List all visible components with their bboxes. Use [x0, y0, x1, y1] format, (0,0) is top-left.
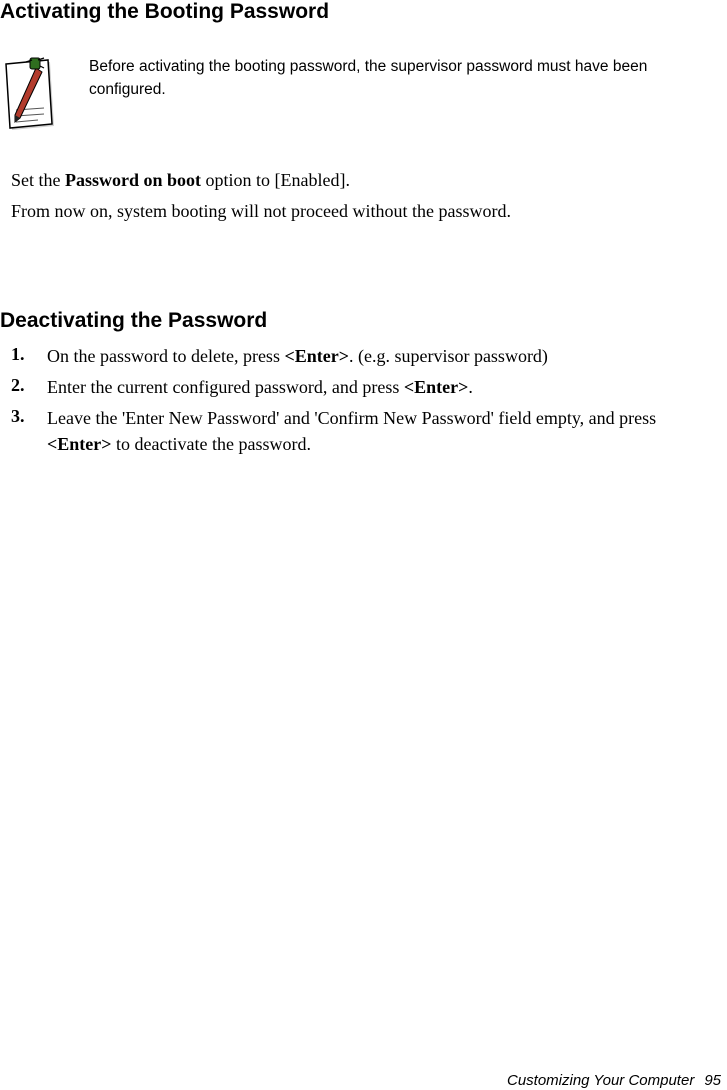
- page-footer: [507, 1072, 721, 1090]
- footer-chapter: Customizing Your Computer: [507, 1072, 695, 1089]
- paragraph-boot-notice: From now on, system booting will not proceed without the password.: [11, 201, 511, 221]
- section-heading-deactivating: Deactivating the Password: [0, 309, 268, 332]
- step-text: Leave the 'Enter New Password' and 'Confirm New Password' field empty, and press <Enter> to deactivate the password.: [47, 408, 657, 454]
- note-pencil-icon: [4, 56, 60, 132]
- step-number: 1.: [11, 344, 25, 364]
- note-text: Before activating the booting password, the supervisor password must have been configured.: [89, 58, 648, 98]
- section-heading-activating: Activating the Booting Password: [0, 0, 330, 23]
- password-on-boot-label: Password on boot: [65, 170, 202, 190]
- step-number: 2.: [11, 375, 25, 395]
- step-text: Enter the current configured password, and press <Enter>.: [47, 377, 473, 397]
- step-text: On the password to delete, press <Enter>. (e.g. supervisor password): [47, 346, 548, 366]
- page-number: 95: [704, 1072, 721, 1089]
- step-number: 3.: [11, 406, 25, 426]
- paragraph-password-on-boot: Set the Password on boot option to [Enabled].: [11, 170, 350, 190]
